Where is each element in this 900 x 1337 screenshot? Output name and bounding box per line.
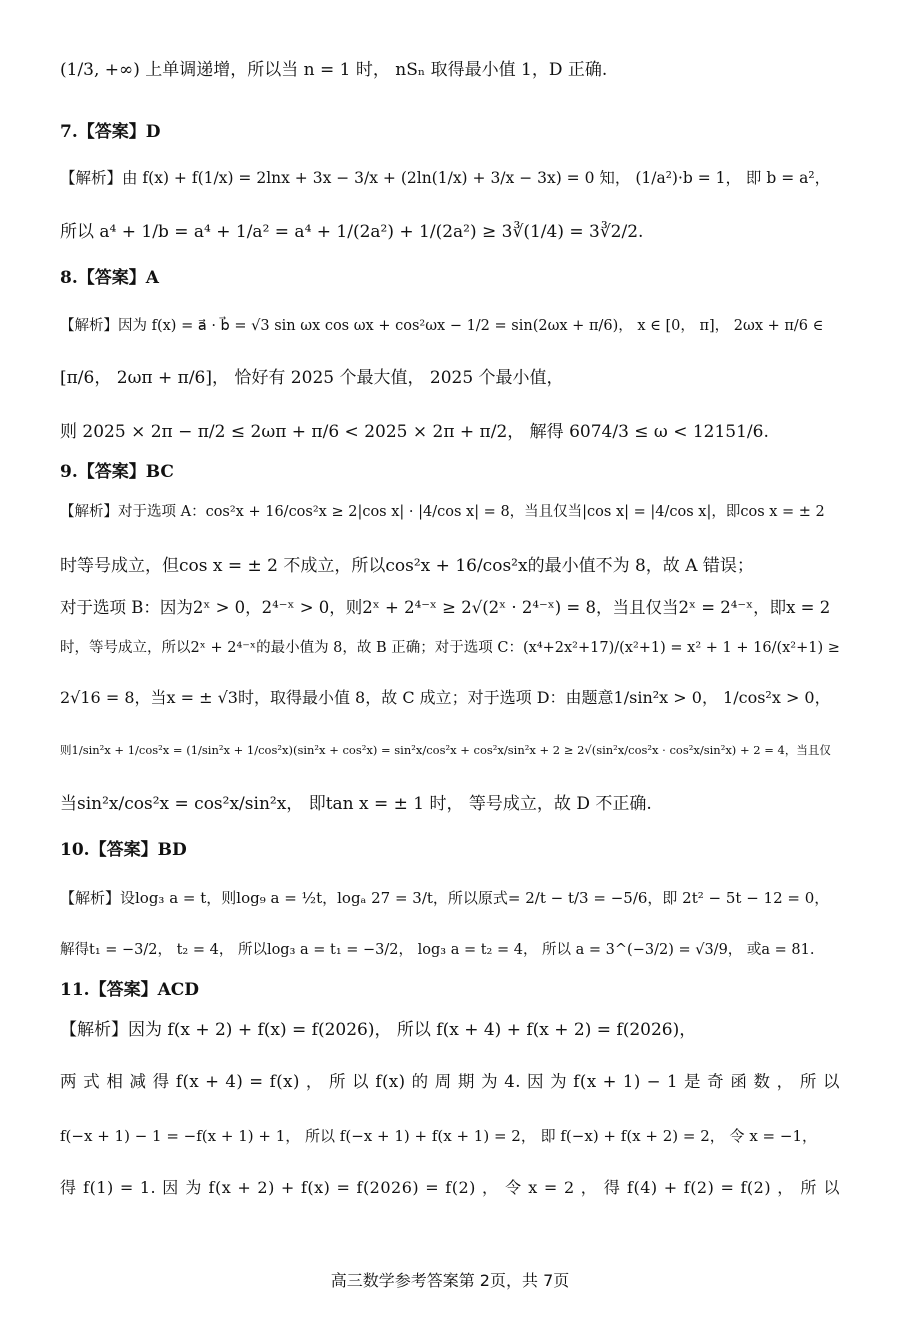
answer-heading-8: 8.【答案】A [60,268,159,288]
answer-heading-11: 11.【答案】ACD [60,980,200,1000]
text-line: [π/6， 2ωπ + π/6]， 恰好有 2025 个最大值， 2025 个最小值， [60,368,564,388]
answer-heading-7: 7.【答案】D [60,122,161,142]
answer-heading-10: 10.【答案】BD [60,840,187,860]
text-line: 当sin²x/cos²x = cos²x/sin²x， 即tan x = ± 1 时， 等号成立，故 D 不正确. [60,794,652,814]
text-line: 【解析】由 f(x) + f(1/x) = 2lnx + 3x − 3/x + (2ln(1/x) + 3/x − 3x) = 0 知， (1/a²)·b = 1， 即 b = a²， [60,169,831,187]
text-line: 所以 a⁴ + 1/b = a⁴ + 1/a² = a⁴ + 1/(2a²) + 1/(2a²) ≥ 3∛(1/4) = 3∛2/2. [60,222,644,242]
text-line: 则 2025 × 2π − π/2 ≤ 2ωπ + π/6 < 2025 × 2π + π/2， 解得 6074/3 ≤ ω < 12151/6. [60,422,769,442]
text-line: 【解析】因为 f(x) = a⃗ · b⃗ = √3 sin ωx cos ωx + cos²ωx − 1/2 = sin(2ωx + π/6)， x ∈ [0， π]， 2ωx + π/6 ∈ [60,318,824,334]
page-footer: 高三数学参考答案第 2页，共 7页 [330,1271,570,1290]
text-line: 则1/sin²x + 1/cos²x = (1/sin²x + 1/cos²x)(sin²x + cos²x) = sin²x/cos²x + cos²x/sin²x + 2 ≥ 2√(sin²x/cos²x · cos²x/sin²x) + 2 = 4，当且仅 [60,743,831,757]
text-line: 解得t₁ = −3/2， t₂ = 4， 所以log₃ a = t₁ = −3/2， log₃ a = t₂ = 4， 所以 a = 3^(−3/2) = √3/9， 或a = 81. [60,942,815,958]
text-line: f(−x + 1) − 1 = −f(x + 1) + 1， 所以 f(−x + 1) + f(x + 1) = 2， 即 f(−x) + f(x + 2) = 2， 令 x = −1， [60,1127,817,1145]
answer-heading-9: 9.【答案】BC [60,462,174,482]
text-line: 时，等号成立，所以2ˣ + 2⁴⁻ˣ的最小值为 8，故 B 正确；对于选项 C：(x⁴+2x²+17)/(x²+1) = x² + 1 + 16/(x²+1) ≥ [60,640,840,656]
text-line: 两 式 相 减 得 f(x + 4) = f(x) ， 所 以 f(x) 的 周 期 为 4. 因 为 f(x + 1) − 1 是 奇 函 数 ， 所 以 [60,1072,840,1091]
text-line: 【解析】设log₃ a = t，则log₉ a = ½t，logₐ 27 = 3/t，所以原式= 2/t − t/3 = −5/6，即 2t² − 5t − 12 = 0， [60,889,830,907]
text-line: 时等号成立，但cos x = ± 2 不成立，所以cos²x + 16/cos²x的最小值不为 8，故 A 错误； [60,556,754,576]
text-line: 得 f(1) = 1. 因 为 f(x + 2) + f(x) = f(2026) = f(2) ， 令 x = 2 ， 得 f(4) + f(2) = f(2) ， 所 以 [60,1178,840,1197]
text-line: 【解析】对于选项 A：cos²x + 16/cos²x ≥ 2|cos x| · |4/cos x| = 8，当且仅当|cos x| = |4/cos x|，即cos x = ± 2 [60,504,825,520]
text-line: 2√16 = 8，当x = ± √3时，取得最小值 8，故 C 成立；对于选项 D：由题意1/sin²x > 0， 1/cos²x > 0， [60,688,831,707]
text-line: 对于选项 B：因为2ˣ > 0，2⁴⁻ˣ > 0，则2ˣ + 2⁴⁻ˣ ≥ 2√(2ˣ · 2⁴⁻ˣ) = 8，当且仅当2ˣ = 2⁴⁻ˣ，即x = 2 [60,598,831,617]
text-line: (1/3, +∞) 上单调递增，所以当 n = 1 时， nSₙ 取得最小值 1，D 正确. [60,60,608,80]
text-line: 【解析】因为 f(x + 2) + f(x) = f(2026)， 所以 f(x + 4) + f(x + 2) = f(2026)， [60,1020,697,1040]
